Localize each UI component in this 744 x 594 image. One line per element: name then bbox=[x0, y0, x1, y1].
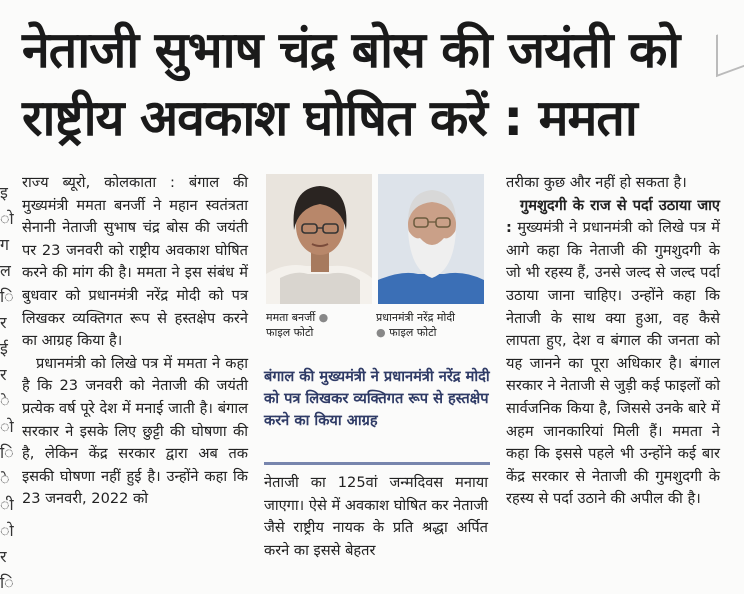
photo-mamata bbox=[266, 174, 372, 304]
headline-line-1: नेताजी सुभाष चंद्र बोस की जयंती को bbox=[22, 21, 680, 79]
edge-fragment: ि bbox=[0, 443, 14, 462]
portrait-woman-icon bbox=[266, 174, 372, 304]
edge-fragment: ी bbox=[0, 495, 14, 514]
photo-caption-left bbox=[266, 310, 376, 340]
edge-fragment: ो bbox=[0, 209, 14, 228]
photo-caption-right bbox=[376, 310, 500, 340]
column-3-paragraph-1: तरीका कुछ और नहीं हो सकता है। bbox=[506, 174, 687, 191]
edge-fragment: ो bbox=[0, 521, 14, 540]
edge-fragment: र bbox=[0, 365, 7, 384]
subheading: गुमशुदगी के राज से पर्दा उठाया जाए : bbox=[506, 196, 720, 237]
edge-fragment: ई bbox=[0, 339, 8, 358]
column-3-paragraph-2-text: मुख्यमंत्री ने प्रधानमंत्री को लिखे पत्र में आगे कहा कि नेताजी की गुमशुदगी के जो भी रहस्य हैं, उनसे जल्द से जल्द पर्दा उठाया जाना चाहिए। उन्होंने कहा कि नेताजी के साथ क्या हुआ, वह कैसे लापता हुए, देश व बंगाल की जनता को यह जानने का पूरा अधिकार है। बंगाल सरकार ने नेताजी से जुड़ी कई फाइलों को सार्वजनिक किया है, जिससे उनके बारे में अहम जानकारियां मिली हैं। ममता ने कहा कि इससे पहले भी उन्होंने कई बार केंद्र सरकार से नेताजी की गुमशुदगी के रहस्य से पर्दा उठाने की अपील की है। bbox=[506, 219, 720, 508]
bullet-icon: ● bbox=[376, 326, 386, 339]
deck-divider bbox=[264, 462, 490, 465]
caption-name-right: प्रधानमंत्री नरेंद्र मोदी bbox=[376, 311, 456, 324]
edge-fragment: ि bbox=[0, 287, 14, 306]
column-1-paragraph-1: राज्य ब्यूरो, कोलकाता : बंगाल की मुख्यमंत्री ममता बनर्जी ने महान स्वतंत्रता सेनानी नेताजी सुभाष चंद्र बोस की जयंती पर 23 जनवरी को राष्ट्रीय अवकाश घोषित करने की मांग की है। ममता ने इस संबंध में बुधवार को प्रधानमंत्री नरेंद्र मोदी को पत्र लिखकर व्यक्तिगत रूप से हस्तक्षेप करने का आग्रह किया है। bbox=[22, 174, 248, 350]
headline-line-2: राष्ट्रीय अवकाश घोषित करें : ममता bbox=[22, 89, 637, 147]
left-edge-fragments bbox=[0, 180, 14, 594]
column-1 bbox=[22, 172, 248, 511]
caption-name-left: ममता बनर्जी bbox=[266, 311, 316, 324]
column-3-paragraph-2 bbox=[506, 195, 720, 511]
edge-fragment: ो bbox=[0, 417, 14, 436]
caption-credit-left: फाइल फोटो bbox=[266, 326, 314, 339]
column-3 bbox=[506, 172, 720, 511]
edge-fragment: इ bbox=[0, 183, 8, 202]
edge-fragment: र bbox=[0, 547, 7, 566]
headline bbox=[22, 16, 722, 152]
edge-fragment: ल bbox=[0, 261, 11, 280]
photo-modi bbox=[378, 174, 484, 304]
caption-credit-right: फाइल फोटो bbox=[389, 326, 437, 339]
portrait-man-icon bbox=[378, 174, 484, 304]
deck-summary: बंगाल की मुख्यमंत्री ने प्रधानमंत्री नरेंद्र मोदी को पत्र लिखकर व्यक्तिगत रूप से हस्तक्षेप करने का किया आग्रह bbox=[264, 368, 490, 429]
column-1-paragraph-2: प्रधानमंत्री को लिखे पत्र में ममता ने कहा है कि 23 जनवरी को नेताजी की जयंती प्रत्येक वर्ष पूरे देश में मनाई जाती है। बंगाल सरकार ने इसके लिए छुट्टी की घोषणा की है, लेकिन केंद्र सरकार द्वारा अब तक इसकी घोषणा नहीं हुई है। उन्होंने कहा कि 23 जनवरी, 2022 को bbox=[22, 354, 248, 508]
edge-fragment: े bbox=[0, 391, 10, 410]
edge-fragment: ि bbox=[0, 573, 14, 592]
edge-fragment: र bbox=[0, 313, 7, 332]
column-2 bbox=[264, 472, 488, 562]
corner-fold-mark bbox=[716, 25, 744, 77]
edge-fragment: े bbox=[0, 469, 10, 488]
bullet-icon: ● bbox=[318, 311, 329, 324]
column-2-paragraph-1: नेताजी का 125वां जन्मदिवस मनाया जाएगा। ऐसे में अवकाश घोषित कर नेताजी जैसे राष्ट्रीय नायक के प्रति श्रद्धा अर्पित करने का इससे बेहतर bbox=[264, 474, 488, 559]
edge-fragment: ग bbox=[0, 235, 10, 254]
